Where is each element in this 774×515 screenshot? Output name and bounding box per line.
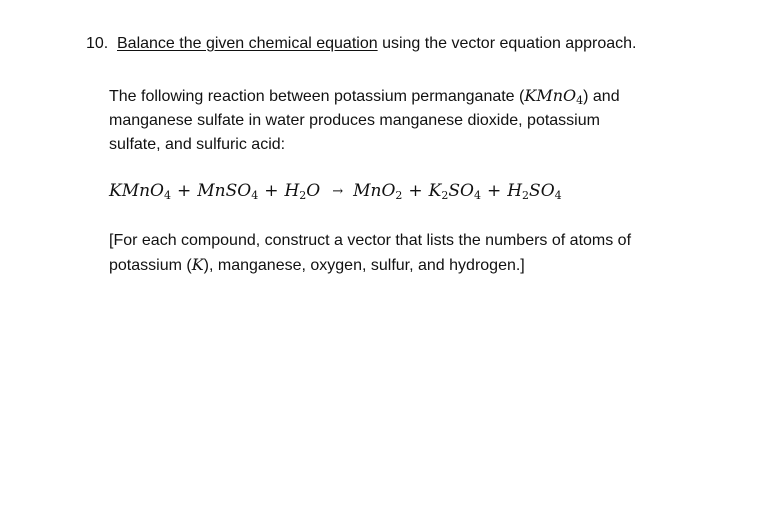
question-heading [86,34,636,54]
product-mno2 [353,181,402,201]
term-sub: 4 [251,189,259,202]
term-sub: 2 [441,189,449,202]
term-main: MnSO [197,181,252,201]
term-sub2: 4 [473,189,481,202]
intro-text-b: ) and [583,88,620,105]
intro-formula [524,86,583,105]
plus-sign: + [486,181,502,201]
plus-sign: + [264,181,279,201]
intro-line-1 [109,84,709,109]
instruction-note [109,229,709,278]
term-sub: 2 [522,189,530,202]
intro-paragraph [109,84,709,157]
term-sub: 2 [299,189,307,202]
reaction-arrow: → [332,184,344,199]
term-main: K [428,181,442,201]
question-number: 10. [86,35,109,52]
potassium-symbol: K [191,255,204,274]
reactant-kmno4 [109,181,171,201]
product-h2so4 [507,181,561,201]
plus-sign: + [408,181,423,201]
intro-text-a: The following reaction between potassium permanganate ( [109,88,525,105]
intro-formula-sub: 4 [576,94,584,107]
note-line-2 [109,253,709,278]
term-main: KMnO [109,181,164,201]
note-text-b: ), manganese, oxygen, sulfur, and hydrogen.] [203,257,525,274]
intro-formula-main: KMnO [524,86,577,105]
note-text-a: potassium ( [109,257,192,274]
term-main: H [507,181,523,201]
term-tail: SO [448,181,474,201]
intro-line-3: sulfate, and sulfuric acid: [109,136,286,153]
product-k2so4 [429,181,481,201]
term-sub: 4 [164,189,171,202]
plus-sign: + [177,181,192,201]
term-tail: O [306,181,321,201]
reactant-mnso4 [197,181,258,201]
intro-line-2: manganese sulfate in water produces manganese dioxide, potassium [109,112,600,129]
reactant-h2o [284,181,320,201]
term-tail: SO [529,181,555,201]
instruction-underlined: Balance the given chemical equation [117,35,378,52]
term-main: MnO [353,181,396,201]
note-line-1: [For each compound, construct a vector that lists the numbers of atoms of [109,232,632,249]
term-sub: 2 [395,189,403,202]
term-sub2: 4 [554,189,562,202]
term-main: H [284,181,300,201]
instruction-rest: using the vector equation approach. [377,35,637,52]
chemical-equation [109,180,562,204]
